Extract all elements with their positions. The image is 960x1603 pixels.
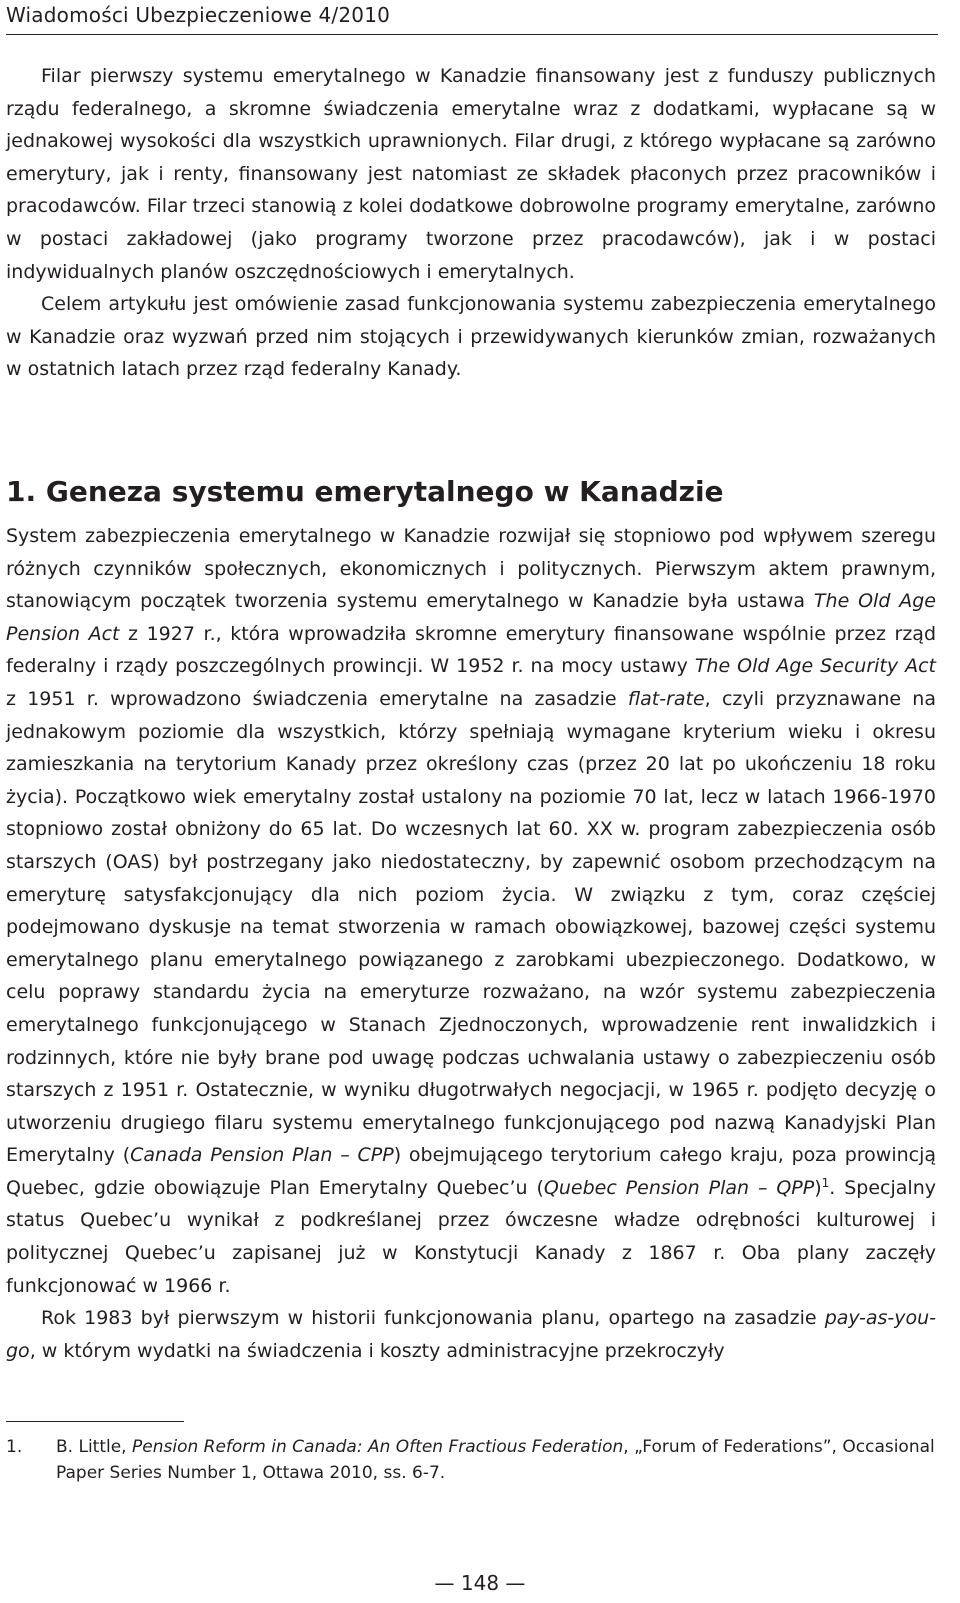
footnote-reference[interactable]: 1 bbox=[821, 1175, 830, 1190]
footnote bbox=[6, 1434, 936, 1486]
text-run: z 1951 r. wprowadzono świadczenia emerytalne na zasadzie bbox=[6, 687, 628, 710]
running-header: Wiadomości Ubezpieczeniowe 4/2010 bbox=[6, 3, 391, 27]
footnote-number: 1. bbox=[6, 1437, 23, 1457]
page-number: — 148 — bbox=[434, 1571, 526, 1595]
act-title-1927: The Old Age Pension Act bbox=[6, 590, 936, 645]
text-run: ) bbox=[814, 1176, 822, 1199]
text-run: . Specjalny status Quebec’u wynikał z podkreślanej przez ówczesne władze odrębności kulturowej i politycznej Quebec’u zapisanej już w Konstytucji Kanady z 1867 r. Oba plany zaczęły funkcjonować w 1966 r. bbox=[6, 1176, 936, 1297]
term-cpp: Canada Pension Plan – CPP bbox=[130, 1144, 394, 1167]
cited-title: Pension Reform in Canada: An Often Fractious Federation bbox=[132, 1437, 624, 1457]
term-flat-rate: flat-rate bbox=[627, 687, 705, 710]
text-run: System zabezpieczenia emerytalnego w Kanadzie rozwijał się stopniowo pod wpływem szeregu różnych czynników społecznych, ekonomicznych i politycznych. Pierwszym aktem prawnym, stanowiącym początek tworzenia systemu emerytalnego w Kanadzie była ustawa bbox=[6, 525, 936, 613]
intro-paragraph-1: Filar pierwszy systemu emerytalnego w Kanadzie finansowany jest z funduszy publicznych rządu federalnego, a skromne świadczenia emerytalne wraz z dodatkami, wypłacane są w jednakowej wysokości dla wszystkich uprawnionych. Filar drugi, z którego wypłacane są zarówno emerytury, jak i renty, finansowany jest natomiast ze składek płaconych przez pracowników i pracodawców. Filar trzeci stanowią z kolei dodatkowe dobrowolne programy emerytalne, zarówno w postaci zakładowej (jako programy tworzone przez pracodawców), jak i w postaci indywidualnych planów oszczędnościowych i emerytalnych. bbox=[6, 65, 936, 283]
term-payg: pay-as-you-go bbox=[6, 1307, 936, 1362]
footnote-text bbox=[56, 1434, 936, 1486]
text-run: Rok 1983 był pierwszym w historii funkcjonowania planu, opartego na zasadzie bbox=[41, 1307, 825, 1330]
text-run: ) obejmującego terytorium całego kraju, poza prowincją Quebec, gdzie obowiązuje Plan Emerytalny Quebec’u ( bbox=[6, 1144, 937, 1199]
section-body bbox=[6, 520, 936, 1367]
body-paragraph-1 bbox=[6, 520, 936, 1302]
text-run: B. Little, bbox=[56, 1437, 132, 1457]
text-run: , w którym wydatki na świadczenia i koszty administracyjne przekroczyły bbox=[29, 1339, 725, 1362]
intro-section bbox=[6, 60, 936, 386]
act-title-1951: The Old Age Security Act bbox=[694, 655, 936, 678]
header-rule bbox=[6, 34, 938, 35]
section-heading: 1. Geneza systemu emerytalnego w Kanadzie bbox=[6, 475, 724, 508]
intro-paragraph-2: Celem artykułu jest omówienie zasad funkcjonowania systemu zabezpieczenia emerytalnego w Kanadzie oraz wyzwań przed nim stojących i przewidywanych kierunków zmian, rozważanych w ostatnich latach przez rząd federalny Kanady. bbox=[6, 293, 936, 381]
text-run: , czyli przyznawane na jednakowym poziomie dla wszystkich, którzy spełniają wymagane kryterium wieku i okresu zamieszkania na terytorium Kanady przez określony czas (przez 20 lat po ukończeniu 18 roku życia). Początkowo wiek emerytalny został ustalony na poziomie 70 lat, lecz w latach 1966-1970 stopniowo został obniżony do 65 lat. Do wczesnych lat 60. XX w. program zabezpieczenia osób starszych (OAS) był postrzegany jako niedostateczny, by zapewnić osobom przechodzącym na emeryturę satysfakcjonujący dla nich poziom życia. W związku z tym, coraz częściej podejmowano dyskusje na temat stworzenia w ramach obowiązkowej, bazowej części systemu emerytalnego planu emerytalnego powiązanego z zarobkami ubezpieczonego. Dodatkowo, w celu poprawy standardu życia na emeryturze rozważano, na wzór systemu zabezpieczenia emerytalnego funkcjonującego w Stanach Zjednoczonych, wprowadzenie rent inwalidzkich i rodzinnych, które nie były brane pod uwagę podczas uchwalania ustawy o zabezpieczeniu osób starszych z 1951 r. Ostatecznie, w wyniku długotrwałych negocjacji, w 1965 r. podjęto decyzję o utworzeniu drugiego filaru systemu emerytalnego funkcjonującego pod nazwą Kanadyjski Plan Emerytalny ( bbox=[6, 687, 936, 1167]
text-run: , „Forum of Federations”, Occasional Paper Series Number 1, Ottawa 2010, ss. 6-7. bbox=[56, 1437, 935, 1483]
body-paragraph-2 bbox=[6, 1302, 936, 1367]
term-qpp: Quebec Pension Plan – QPP bbox=[543, 1176, 815, 1199]
footnote-rule bbox=[6, 1421, 184, 1422]
text-run: z 1927 r., która wprowadziła skromne emerytury finansowane wspólnie przez rząd federalny i rządy poszczególnych prowincji. W 1952 r. na mocy ustawy bbox=[6, 622, 937, 678]
